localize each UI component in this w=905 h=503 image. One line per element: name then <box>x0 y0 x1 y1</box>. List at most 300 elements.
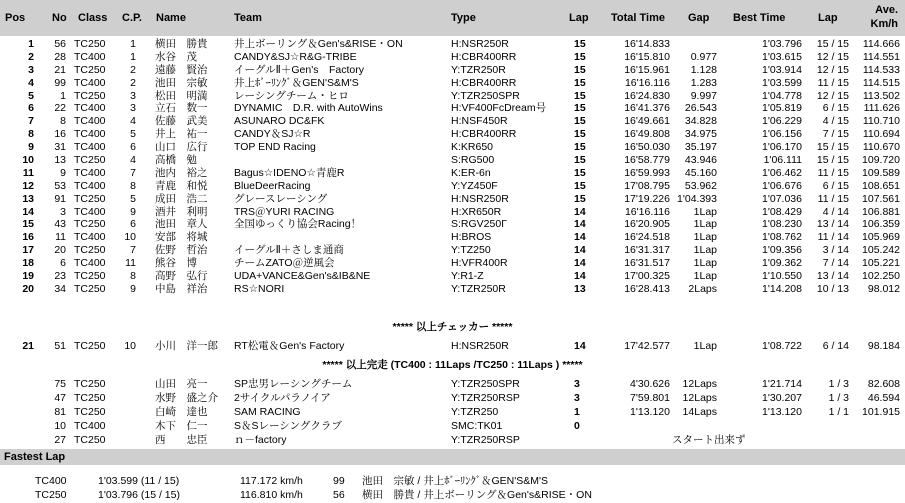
cell-class: TC250 <box>74 192 106 205</box>
cell-total: 16'15.810 <box>624 50 670 63</box>
cell-ave: 113.502 <box>862 89 900 102</box>
cell-type: H:VFR400R <box>451 257 508 270</box>
header-gap: Gap <box>688 12 710 24</box>
cell-pos: 13 <box>22 192 34 205</box>
cell-no: 81 <box>54 406 66 418</box>
cell-no: 3 <box>60 205 66 218</box>
cell-best: 1'09.362 <box>762 257 802 270</box>
cell-name: 佐藤 武美 <box>155 115 208 128</box>
cell-best: 1'06.676 <box>762 179 802 192</box>
cell-class: TC400 <box>74 50 106 63</box>
cell-lap: 14 <box>574 340 586 352</box>
cell-best: 1'13.120 <box>762 406 802 418</box>
cell-class: TC250 <box>74 218 106 231</box>
cell-lap: 3 <box>574 392 580 404</box>
cell-best: 1'06.156 <box>762 128 802 141</box>
cell-pos: 20 <box>22 282 34 295</box>
cell-lap: 15 <box>574 128 586 141</box>
cell-blap: 11 / 14 <box>817 231 849 244</box>
cell-team: CANDY＆SJ☆R <box>234 128 311 141</box>
cell-ave: 114.515 <box>862 76 900 89</box>
header-best-time: Best Time <box>733 12 786 24</box>
cell-class: TC400 <box>74 231 106 244</box>
cell-cp: 3 <box>130 89 136 102</box>
cell-type: K:KR650 <box>451 141 494 154</box>
cell-name: 成田 浩二 <box>155 192 208 205</box>
cell-gap: 34.975 <box>684 128 717 141</box>
cell-gap: 1'04.393 <box>677 192 717 205</box>
cell-best: 1'10.550 <box>762 270 802 283</box>
dnf-row <box>0 377 905 391</box>
cell-blap: 7 / 14 <box>822 257 849 270</box>
cell-name: 青鹿 和悦 <box>155 179 208 192</box>
cell-type: Y:TZR250R <box>451 63 506 76</box>
cell-class: TC400 <box>74 102 106 115</box>
cell-cp: 5 <box>130 128 136 141</box>
cell-gap: 1Lap <box>693 205 717 218</box>
cell-cp: 6 <box>130 141 136 154</box>
cell-type: H:NSR250R <box>451 38 509 50</box>
cell-gap: 12Laps <box>682 392 717 404</box>
cell-pos: 15 <box>22 218 34 231</box>
cell-blap: 6 / 15 <box>822 179 849 192</box>
cell-team: ASUNARO DC&FK <box>234 115 325 128</box>
cell-blap: 11 / 15 <box>817 76 849 89</box>
cell-class: TC250 <box>74 282 106 295</box>
cell-gap: 53.962 <box>684 179 717 192</box>
cell-gap: 0.977 <box>690 50 717 63</box>
cell-total: 7'59.801 <box>630 392 670 404</box>
header-ave-line2: Km/h <box>870 18 898 30</box>
cell-lap: 14 <box>574 205 586 218</box>
cell-class: TC250 <box>74 434 106 446</box>
cell-name: 高橋 勉 <box>155 154 197 167</box>
cell-pos: 11 <box>22 166 34 179</box>
cell-pos: 21 <box>22 340 34 352</box>
cell-pos: 14 <box>22 205 34 218</box>
header-ave-line1: Ave. <box>875 4 898 16</box>
cell-ave: 110.670 <box>862 141 900 154</box>
cell-team: Bagus☆IDENO☆青鹿R <box>234 166 345 179</box>
cell-no: 1 <box>60 89 66 102</box>
cell-lap: 15 <box>574 38 586 50</box>
result-row <box>0 38 905 51</box>
cell-class: TC400 <box>74 128 106 141</box>
cell-gap: 1.283 <box>690 76 717 89</box>
cell-total: 16'20.905 <box>624 218 670 231</box>
cell-cp: 3 <box>130 102 136 115</box>
cell-no: 28 <box>54 50 66 63</box>
cell-ave: 105.221 <box>862 257 900 270</box>
cell-pos: 3 <box>28 63 34 76</box>
cell-team: レーシングチーム・ヒロ <box>234 89 349 102</box>
cell-no: 8 <box>60 115 66 128</box>
cell-type: Y:TZR250SPR <box>451 89 520 102</box>
cell-total: 17'00.325 <box>624 270 670 283</box>
cell-team: TOP END Racing <box>234 141 316 154</box>
results-rows <box>0 38 905 296</box>
cell-blap: 11 / 15 <box>817 166 849 179</box>
cell-name: 立石 数一 <box>155 102 208 115</box>
cell-name: 水野 盛之介 <box>155 392 218 404</box>
cell-cp: 7 <box>130 166 136 179</box>
cell-no: 91 <box>54 192 66 205</box>
cell-gap: 26.543 <box>684 102 717 115</box>
fastest-no: 56 <box>333 489 345 501</box>
fastest-rider: 池田 宗敏 / 井上ﾎﾞｰﾘﾝｸﾞ＆GEN'S&M'S <box>362 475 549 487</box>
cell-type: H:BROS <box>451 231 492 244</box>
fastest-rider: 横田 勝貴 / 井上ボーリング＆Gen's&RISE・ON <box>362 489 592 501</box>
cell-type: K:ER-6n <box>451 166 491 179</box>
cell-blap: 1 / 3 <box>828 378 849 390</box>
cell-pos: 9 <box>28 141 34 154</box>
cell-gap: 35.197 <box>684 141 717 154</box>
cell-ave: 109.589 <box>862 166 900 179</box>
cell-blap: 4 / 14 <box>822 205 849 218</box>
cell-team: 井上ﾎﾞｰﾘﾝｸﾞ＆GEN'S&M'S <box>234 76 359 89</box>
cell-blap: 15 / 15 <box>816 154 849 167</box>
cell-ave: 102.250 <box>862 270 900 283</box>
cell-gap: 14Laps <box>682 406 717 418</box>
cell-cp: 5 <box>130 192 136 205</box>
cell-total: 16'16.116 <box>624 205 670 218</box>
cell-name: 高野 弘行 <box>155 270 208 283</box>
result-row-21 <box>0 340 905 353</box>
cell-class: TC250 <box>74 89 106 102</box>
cell-total: 16'41.376 <box>624 102 670 115</box>
header-no: No <box>52 12 67 24</box>
result-row <box>0 193 905 206</box>
cell-lap: 14 <box>574 231 586 244</box>
cell-lap: 15 <box>574 50 586 63</box>
cell-best: 1'08.230 <box>762 218 802 231</box>
cell-lap: 15 <box>574 192 586 205</box>
cell-ave: 106.881 <box>862 205 900 218</box>
cell-lap: 14 <box>574 257 586 270</box>
cell-gap: 34.828 <box>684 115 717 128</box>
cell-class: TC400 <box>74 166 106 179</box>
cell-ave: 101.915 <box>862 406 900 418</box>
fastest-time: 1'03.599 (11 / 15) <box>98 475 180 487</box>
cell-blap: 11 / 15 <box>817 192 849 205</box>
cell-best: 1'21.714 <box>762 378 802 390</box>
cell-blap: 4 / 15 <box>822 115 849 128</box>
cell-class: TC250 <box>74 244 106 257</box>
cell-total: 16'14.833 <box>624 38 670 50</box>
cell-total: 16'50.030 <box>624 141 670 154</box>
cell-type: Y:R1-Z <box>451 270 484 283</box>
cell-best: 1'07.036 <box>762 192 802 205</box>
cell-total: 16'16.116 <box>624 76 670 89</box>
cell-ave: 114.533 <box>862 63 900 76</box>
cell-pos: 16 <box>22 231 34 244</box>
cell-type: Y:TZR250R <box>451 282 506 295</box>
finish-note: ***** 以上完走 (TC400 : 11Laps /TC250 : 11Laps ) ***** <box>322 359 583 371</box>
cell-lap: 13 <box>574 282 586 295</box>
cell-team: BlueDeerRacing <box>234 179 311 192</box>
cell-gap: 1Lap <box>693 257 717 270</box>
cell-cp: 2 <box>130 63 136 76</box>
cell-total: 16'58.779 <box>624 154 670 167</box>
cell-cp: 1 <box>130 38 136 50</box>
cell-ave: 82.608 <box>867 378 900 390</box>
cell-lap: 15 <box>574 179 586 192</box>
cell-no: 51 <box>54 340 66 352</box>
cell-best: 1'09.356 <box>762 244 802 257</box>
cell-name: 遠藤 賢治 <box>155 63 208 76</box>
cell-ave: 111.626 <box>863 102 900 115</box>
cell-name: 池田 宗敏 <box>155 76 208 89</box>
cell-gap: 1Lap <box>693 218 717 231</box>
fastest-class: TC250 <box>35 489 67 501</box>
cell-blap: 1 / 1 <box>828 406 849 418</box>
cell-no: 75 <box>54 378 66 390</box>
cell-pos: 1 <box>28 38 34 50</box>
result-row <box>0 257 905 270</box>
cell-type: Y:TZR250 <box>451 406 499 418</box>
cell-team: S＆Sレーシングクラブ <box>234 420 342 432</box>
cell-name: 木下 仁一 <box>155 420 208 432</box>
cell-total: 17'19.226 <box>624 192 670 205</box>
result-row <box>0 244 905 257</box>
cell-ave: 114.551 <box>862 50 900 63</box>
cell-ave: 107.561 <box>862 192 900 205</box>
cell-class: TC400 <box>74 141 106 154</box>
cell-gap: 1Lap <box>693 340 717 352</box>
cell-lap: 15 <box>574 76 586 89</box>
cell-type: H:XR650R <box>451 205 502 218</box>
cell-type: Y:TZ250 <box>451 244 491 257</box>
cell-total: 16'31.517 <box>624 257 670 270</box>
cell-class: TC250 <box>74 340 106 352</box>
cell-pos: 17 <box>22 244 34 257</box>
cell-name: 小川 洋一郎 <box>155 340 218 352</box>
cell-ave: 110.694 <box>862 128 900 141</box>
cell-cp: 6 <box>130 218 136 231</box>
cell-type: S:RG500 <box>451 154 495 167</box>
cell-pos: 10 <box>22 154 34 167</box>
cell-total: 16'49.808 <box>624 128 670 141</box>
header-team: Team <box>234 12 262 24</box>
result-row <box>0 218 905 231</box>
cell-team: CANDY&SJ☆R&G-TRIBE <box>234 50 357 63</box>
cell-ave: 98.184 <box>867 340 900 352</box>
dnf-row <box>0 405 905 419</box>
cell-class: TC250 <box>74 63 106 76</box>
cell-no: 13 <box>54 154 66 167</box>
cell-team: DYNAMIC D.R. with AutoWins <box>234 102 383 115</box>
cell-total: 17'08.795 <box>624 179 670 192</box>
result-row <box>0 180 905 193</box>
cell-name: 池田 章人 <box>155 218 208 231</box>
cell-name: 酒井 利明 <box>155 205 208 218</box>
cell-cp: 8 <box>130 270 136 283</box>
cell-no: 21 <box>54 63 66 76</box>
cell-best: 1'08.722 <box>762 340 802 352</box>
dnf-rows <box>0 377 905 447</box>
cell-class: TC250 <box>74 270 106 283</box>
cell-pos: 4 <box>28 76 34 89</box>
cell-name: 横田 勝貴 <box>155 38 208 50</box>
cell-name: 水谷 茂 <box>155 50 197 63</box>
cell-cp: 4 <box>130 154 136 167</box>
header-cp: C.P. <box>122 12 142 24</box>
cell-blap: 12 / 15 <box>816 89 849 102</box>
cell-team: UDA+VANCE&Gen's&IB&NE <box>234 270 371 283</box>
cell-gap: 1Lap <box>693 270 717 283</box>
result-row <box>0 77 905 90</box>
cell-name: 白崎 達也 <box>155 406 208 418</box>
dnf-row <box>0 419 905 433</box>
cell-team: 井上ボーリング＆Gen's&RISE・ON <box>234 38 403 50</box>
cell-name: 安部 将城 <box>155 231 208 244</box>
cell-cp: 10 <box>124 340 136 352</box>
fastest-speed: 116.810 km/h <box>240 489 303 501</box>
cell-lap: 15 <box>574 102 586 115</box>
cell-total: 16'49.661 <box>624 115 670 128</box>
cell-best: 1'05.819 <box>762 102 802 115</box>
result-row <box>0 51 905 64</box>
cell-ave: 109.720 <box>862 154 900 167</box>
cell-class: TC250 <box>74 378 106 390</box>
cell-type: S:RGV250Γ <box>451 218 507 231</box>
header-total-time: Total Time <box>611 12 665 24</box>
cell-lap: 14 <box>574 270 586 283</box>
cell-team: ｎ－factory <box>234 434 287 446</box>
cell-blap: 3 / 14 <box>822 244 849 257</box>
cell-cp: 4 <box>130 115 136 128</box>
header-best-lap: Lap <box>818 12 838 24</box>
cell-no: 99 <box>54 76 66 89</box>
cell-total: 16'24.830 <box>624 89 670 102</box>
cell-pos: 8 <box>28 128 34 141</box>
cell-total: 1'13.120 <box>630 406 670 418</box>
cell-type: H:VF400FcDream号 <box>451 102 547 115</box>
cell-ave: 105.969 <box>862 231 900 244</box>
cell-cp: 2 <box>130 76 136 89</box>
cell-total: 17'42.577 <box>624 340 670 352</box>
cell-type: H:NSR250R <box>451 192 509 205</box>
cell-blap: 13 / 14 <box>816 270 849 283</box>
cell-gap: スタート出来ず <box>672 434 746 446</box>
cell-team: イーグルⅡ＋さしま通商 <box>234 244 344 257</box>
cell-gap: 1Lap <box>693 231 717 244</box>
result-row <box>0 154 905 167</box>
cell-gap: 1Lap <box>693 244 717 257</box>
cell-cp: 7 <box>130 244 136 257</box>
cell-blap: 1 / 3 <box>828 392 849 404</box>
cell-pos: 6 <box>28 102 34 115</box>
header-type: Type <box>451 12 476 24</box>
fastest-lap-row <box>0 489 905 502</box>
result-row <box>0 64 905 77</box>
cell-lap: 15 <box>574 89 586 102</box>
cell-no: 47 <box>54 392 66 404</box>
cell-cp: 8 <box>130 179 136 192</box>
cell-total: 16'59.993 <box>624 166 670 179</box>
cell-pos: 12 <box>22 179 34 192</box>
result-row <box>0 206 905 219</box>
cell-blap: 15 / 15 <box>816 38 849 50</box>
cell-class: TC400 <box>74 179 106 192</box>
cell-type: Y:TZR250RSP <box>451 434 520 446</box>
cell-best: 1'08.762 <box>762 231 802 244</box>
cell-class: TC250 <box>74 38 106 50</box>
cell-no: 9 <box>60 166 66 179</box>
cell-best: 1'06.229 <box>762 115 802 128</box>
result-row <box>0 102 905 115</box>
cell-lap: 3 <box>574 378 580 390</box>
cell-blap: 10 / 13 <box>816 282 849 295</box>
cell-class: TC400 <box>74 115 106 128</box>
dnf-row <box>0 433 905 447</box>
header-lap: Lap <box>569 12 589 24</box>
cell-team: イーグルⅡ＋Gen's Factory <box>234 63 364 76</box>
cell-team: SAM RACING <box>234 406 301 418</box>
cell-no: 23 <box>54 270 66 283</box>
cell-lap: 1 <box>574 406 580 418</box>
cell-name: 山田 亮一 <box>155 378 208 390</box>
cell-type: Y:YZ450F <box>451 179 498 192</box>
header-class: Class <box>78 12 108 24</box>
cell-type: Y:TZR250RSP <box>451 392 520 404</box>
cell-cp: 9 <box>130 205 136 218</box>
cell-total: 16'15.961 <box>624 63 670 76</box>
cell-name: 池内 裕之 <box>155 166 208 179</box>
cell-lap: 15 <box>574 166 586 179</box>
result-row <box>0 167 905 180</box>
cell-ave: 110.710 <box>862 115 900 128</box>
cell-type: H:NSF450R <box>451 115 508 128</box>
cell-gap: 1.128 <box>690 63 717 76</box>
fastest-time: 1'03.796 (15 / 15) <box>98 489 180 501</box>
cell-lap: 0 <box>574 420 580 432</box>
cell-name: 熊谷 博 <box>155 257 197 270</box>
cell-pos: 5 <box>28 89 34 102</box>
cell-team: TRS＠YURI RACING <box>234 205 335 218</box>
cell-no: 27 <box>54 434 66 446</box>
cell-name: 井上 祐一 <box>155 128 208 141</box>
result-row <box>0 283 905 296</box>
cell-gap: 45.160 <box>684 166 717 179</box>
result-row <box>0 90 905 103</box>
cell-cp: 11 <box>125 257 136 270</box>
cell-type: SMC:TK01 <box>451 420 503 432</box>
cell-no: 6 <box>60 257 66 270</box>
result-row <box>0 141 905 154</box>
cell-type: Y:TZR250SPR <box>451 378 520 390</box>
cell-lap: 15 <box>574 154 586 167</box>
cell-no: 34 <box>54 282 66 295</box>
result-row <box>0 128 905 141</box>
cell-ave: 108.651 <box>862 179 900 192</box>
cell-type: H:NSR250R <box>451 340 509 352</box>
cell-best: 1'30.207 <box>762 392 802 404</box>
cell-team: 2サイクルパラノイア <box>234 392 331 404</box>
result-row <box>0 115 905 128</box>
cell-type: H:CBR400RR <box>451 128 517 141</box>
cell-pos: 19 <box>22 270 34 283</box>
cell-class: TC400 <box>74 76 106 89</box>
cell-cp: 9 <box>130 282 136 295</box>
cell-class: TC400 <box>74 420 106 432</box>
cell-type: H:CBR400RR <box>451 50 517 63</box>
cell-name: 山口 広行 <box>155 141 208 154</box>
cell-pos: 2 <box>28 50 34 63</box>
cell-class: TC400 <box>74 205 106 218</box>
cell-pos: 7 <box>28 115 34 128</box>
cell-best: 1'03.796 <box>762 38 802 50</box>
